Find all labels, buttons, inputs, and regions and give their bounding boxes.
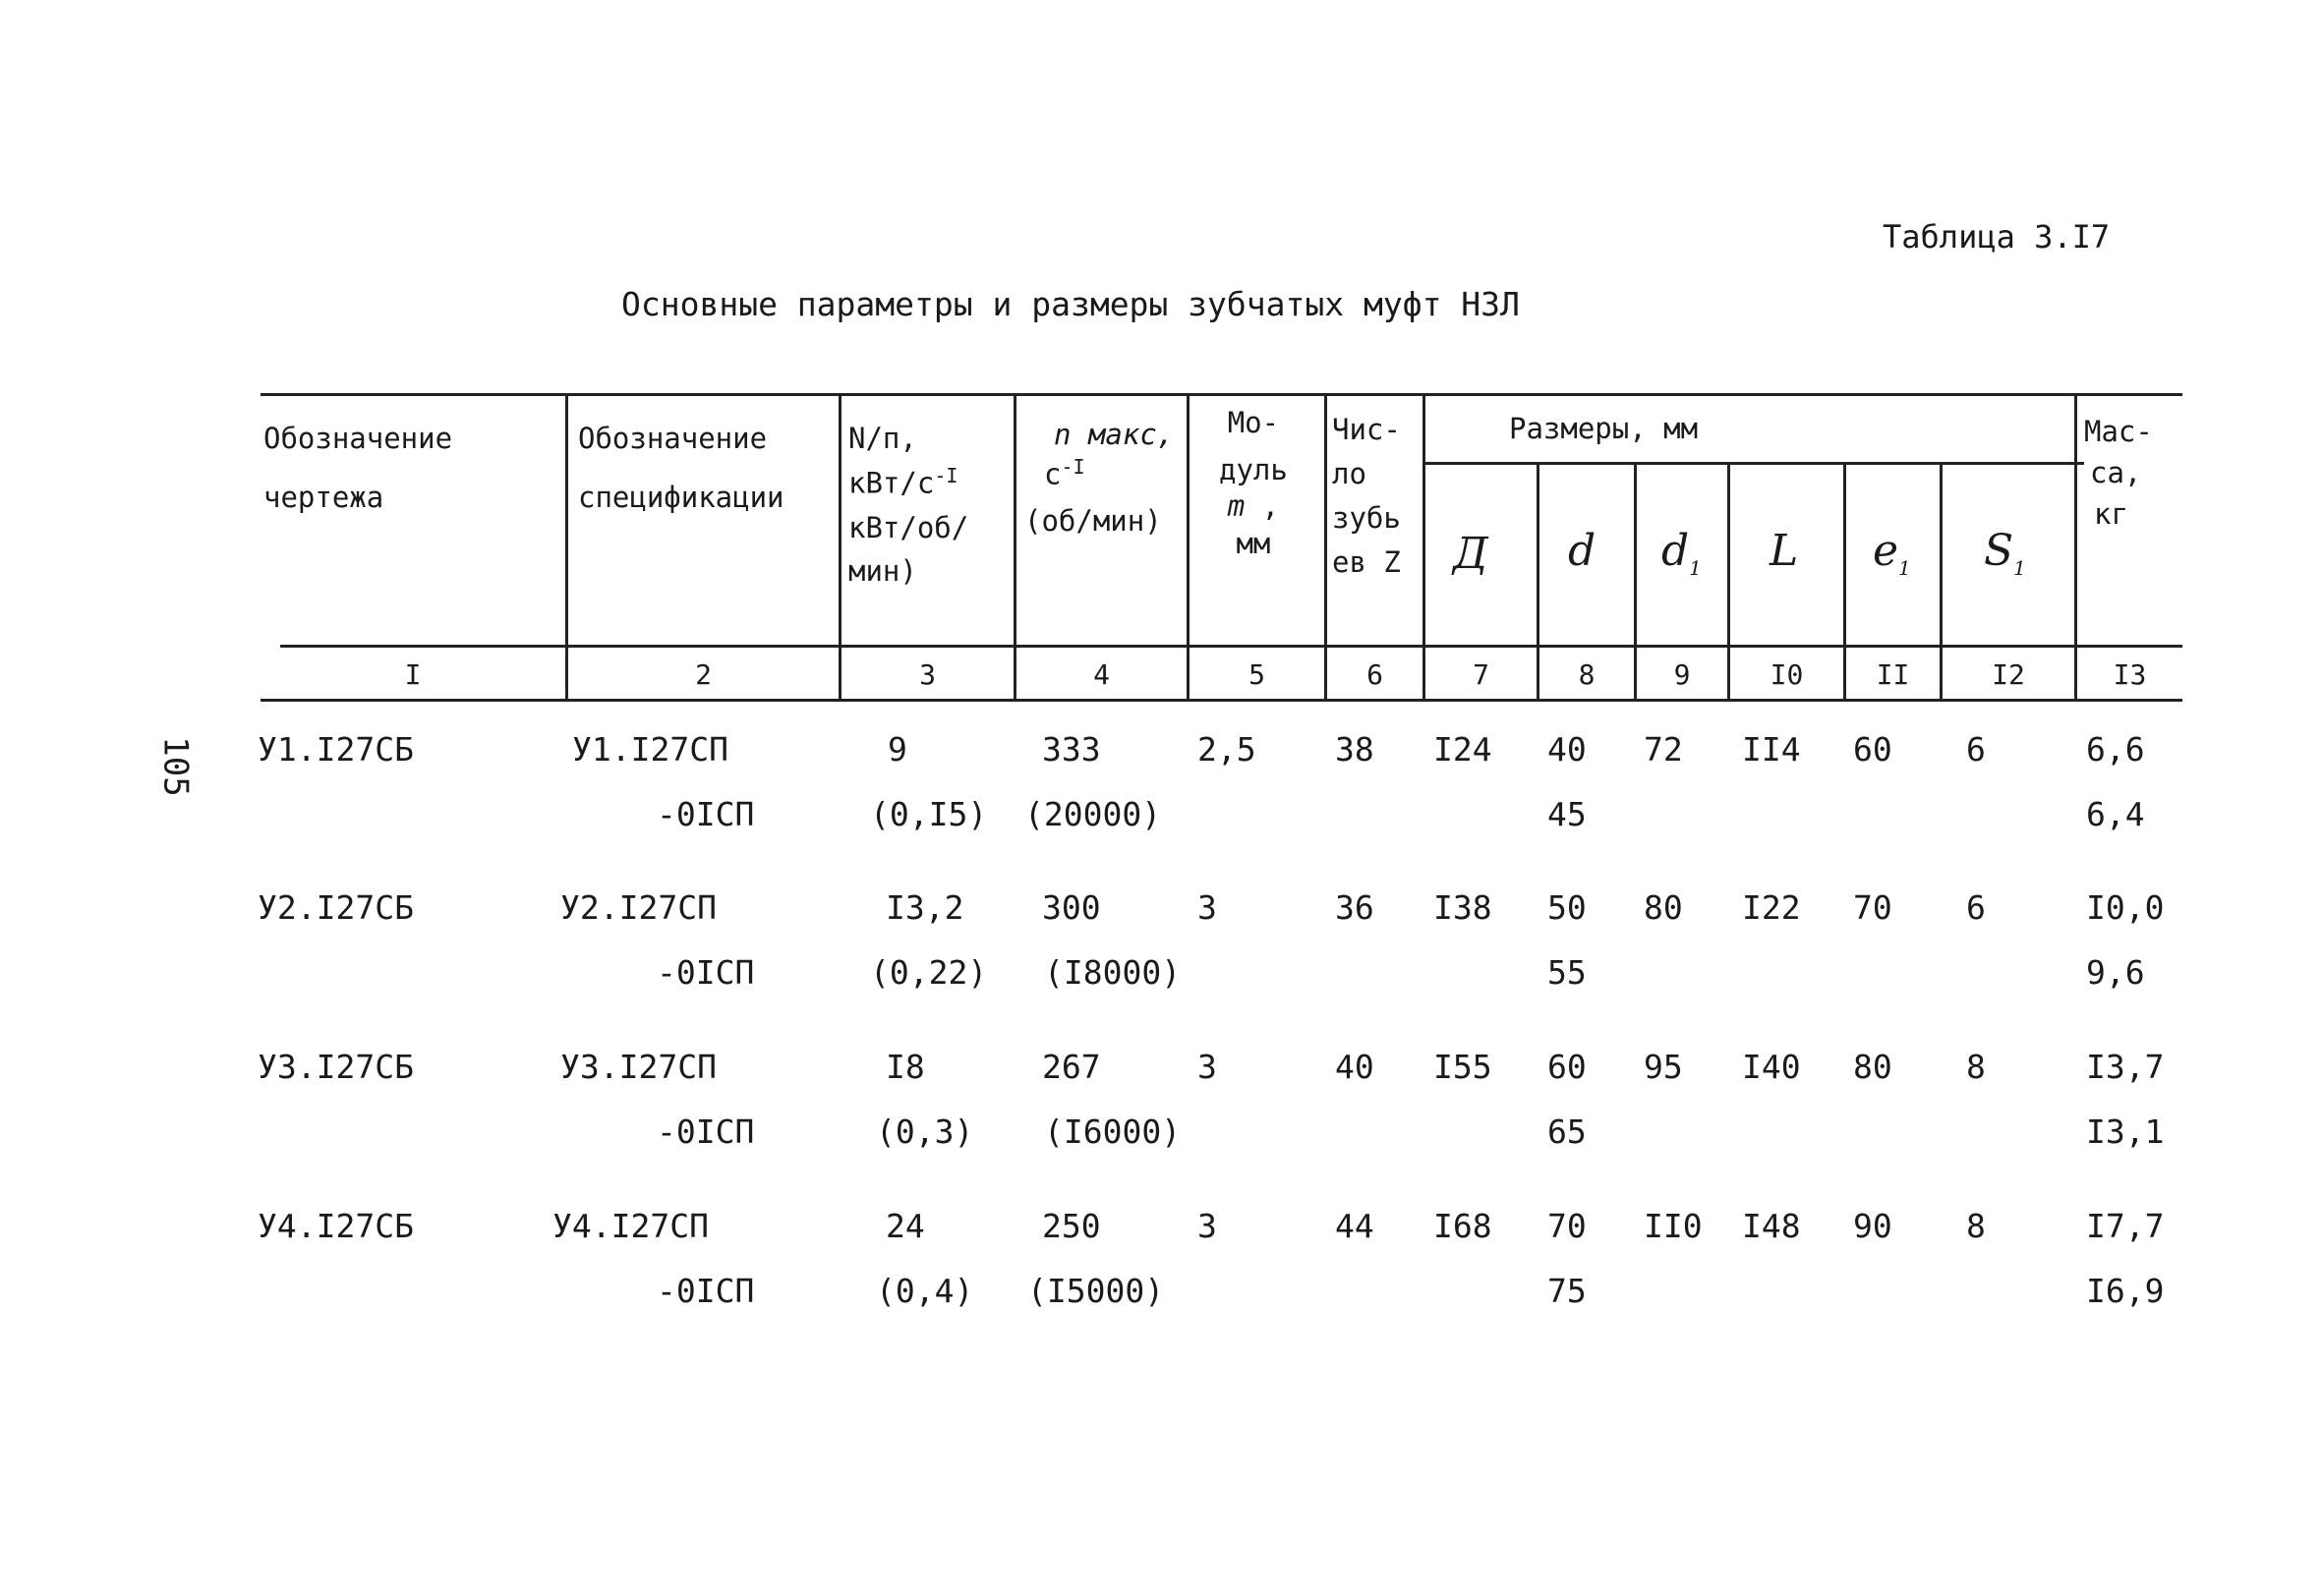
cell-module: 3 bbox=[1197, 1207, 1217, 1245]
cell-e1: 60 bbox=[1853, 730, 1892, 769]
cell-nmax2: (I8000) bbox=[1044, 953, 1182, 992]
cell-teeth: 38 bbox=[1335, 730, 1374, 769]
cell-spec: У1.I27СП bbox=[572, 730, 728, 769]
column-number: 4 bbox=[1093, 658, 1110, 691]
cell-mass2: I6,9 bbox=[2086, 1272, 2165, 1310]
cell-mass: I0,0 bbox=[2086, 888, 2165, 927]
cell-mass2: 9,6 bbox=[2086, 953, 2145, 992]
cell-s1: 8 bbox=[1966, 1207, 1986, 1245]
cell-d: 70 bbox=[1547, 1207, 1587, 1245]
cell-e1: 70 bbox=[1853, 888, 1892, 927]
cell-module: 3 bbox=[1197, 888, 1217, 927]
cell-d1: 72 bbox=[1644, 730, 1683, 769]
vrule-12 bbox=[2074, 393, 2077, 700]
cell-spec: У4.I27СП bbox=[552, 1207, 709, 1245]
sizes-subrule bbox=[1425, 462, 2084, 465]
table-label: Таблица 3.I7 bbox=[1883, 218, 2111, 256]
cell-d1: 80 bbox=[1644, 888, 1683, 927]
cell-spec: У2.I27СП bbox=[560, 888, 717, 927]
cell-mass: I3,7 bbox=[2086, 1048, 2165, 1086]
cell-nmax2: (I5000) bbox=[1027, 1272, 1165, 1310]
cell-L: I40 bbox=[1742, 1048, 1801, 1086]
cell-spec: У3.I27СП bbox=[560, 1048, 717, 1086]
cell-e1: 90 bbox=[1853, 1207, 1892, 1245]
cell-nmax2: (I6000) bbox=[1044, 1112, 1182, 1151]
cell-nmax2: (20000) bbox=[1024, 795, 1162, 833]
top-rule bbox=[261, 393, 2182, 396]
column-number: 7 bbox=[1473, 658, 1489, 691]
cell-spec2: -0IСП bbox=[657, 1272, 755, 1310]
cell-d-2: 75 bbox=[1547, 1272, 1587, 1310]
header-D: Д bbox=[1453, 529, 1488, 579]
numbers-bottom-rule bbox=[261, 699, 2182, 702]
cell-power2: (0,4) bbox=[876, 1272, 974, 1310]
vrule-6 bbox=[1422, 393, 1425, 700]
column-number: 8 bbox=[1578, 658, 1596, 691]
header-mass: Мас- са, кг bbox=[2084, 415, 2153, 532]
cell-D: I68 bbox=[1433, 1207, 1492, 1245]
header-drawing: Обозначение чертежа bbox=[263, 422, 453, 514]
cell-d: 60 bbox=[1547, 1048, 1587, 1086]
cell-d-2: 55 bbox=[1547, 953, 1587, 992]
cell-drawing: У2.I27СБ bbox=[258, 888, 414, 927]
header-power: N/п, кВт/$с^{-I}$ кВт/об/ мин) bbox=[848, 422, 969, 589]
cell-d: 50 bbox=[1547, 888, 1587, 927]
cell-L: I48 bbox=[1742, 1207, 1801, 1245]
vrule-1 bbox=[565, 393, 568, 700]
cell-mass2: 6,4 bbox=[2086, 795, 2145, 833]
cell-d1: II0 bbox=[1644, 1207, 1703, 1245]
cell-d1: 95 bbox=[1644, 1048, 1683, 1086]
cell-power: I8 bbox=[886, 1048, 925, 1086]
cell-D: I55 bbox=[1433, 1048, 1492, 1086]
cell-nmax: 300 bbox=[1042, 888, 1101, 927]
cell-nmax: 250 bbox=[1042, 1207, 1101, 1245]
header-L: L bbox=[1770, 526, 1799, 576]
cell-e1: 80 bbox=[1853, 1048, 1892, 1086]
column-number: I0 bbox=[1770, 658, 1804, 691]
cell-module: 3 bbox=[1197, 1048, 1217, 1086]
cell-mass2: I3,1 bbox=[2086, 1112, 2165, 1151]
cell-power: I3,2 bbox=[886, 888, 964, 927]
cell-s1: 8 bbox=[1966, 1048, 1986, 1086]
column-number: 9 bbox=[1673, 658, 1691, 691]
cell-nmax: 333 bbox=[1042, 730, 1101, 769]
column-number: 3 bbox=[919, 658, 936, 691]
cell-L: I22 bbox=[1742, 888, 1801, 927]
cell-mass: I7,7 bbox=[2086, 1207, 2165, 1245]
page-number: 105 bbox=[155, 736, 196, 797]
vrule-2 bbox=[839, 393, 842, 700]
column-number: I bbox=[404, 658, 422, 691]
header-d: d bbox=[1568, 526, 1596, 576]
cell-module: 2,5 bbox=[1197, 730, 1256, 769]
column-number: I2 bbox=[1992, 658, 2025, 691]
cell-power2: (0,22) bbox=[870, 953, 988, 992]
header-module: Мо- дуль m , мм bbox=[1219, 406, 1288, 561]
header-sizes-group: Размеры, мм bbox=[1509, 412, 1699, 445]
vrule-3 bbox=[1014, 393, 1016, 700]
cell-teeth: 36 bbox=[1335, 888, 1374, 927]
cell-power: 24 bbox=[886, 1207, 925, 1245]
header-s1: $S_1$ bbox=[1984, 526, 2026, 580]
cell-d-2: 45 bbox=[1547, 795, 1587, 833]
cell-drawing: У3.I27СБ bbox=[258, 1048, 414, 1086]
cell-spec2: -0IСП bbox=[657, 953, 755, 992]
vrule-4 bbox=[1187, 393, 1190, 700]
table-title: Основные параметры и размеры зубчатых муфт НЗЛ bbox=[621, 285, 1520, 323]
cell-s1: 6 bbox=[1966, 730, 1986, 769]
cell-d: 40 bbox=[1547, 730, 1587, 769]
header-teeth: Чис- ло зубь ев Z bbox=[1332, 413, 1401, 579]
header-e1: $e_1$ bbox=[1873, 526, 1911, 580]
cell-mass: 6,6 bbox=[2086, 730, 2145, 769]
cell-teeth: 40 bbox=[1335, 1048, 1374, 1086]
column-number: 6 bbox=[1366, 658, 1383, 691]
cell-teeth: 44 bbox=[1335, 1207, 1374, 1245]
header-max-speed: n макс, $с^{-I}$ (об/мин) bbox=[1024, 418, 1175, 539]
cell-spec2: -0IСП bbox=[657, 795, 755, 833]
cell-L: II4 bbox=[1742, 730, 1801, 769]
column-number: 5 bbox=[1248, 658, 1265, 691]
cell-nmax: 267 bbox=[1042, 1048, 1101, 1086]
cell-d-2: 65 bbox=[1547, 1112, 1587, 1151]
cell-power2: (0,I5) bbox=[870, 795, 988, 833]
column-number: II bbox=[1876, 658, 1910, 691]
cell-power: 9 bbox=[888, 730, 907, 769]
cell-drawing: У4.I27СБ bbox=[258, 1207, 414, 1245]
cell-power2: (0,3) bbox=[876, 1112, 974, 1151]
header-d1: $d_1$ bbox=[1661, 526, 1702, 580]
cell-drawing: У1.I27СБ bbox=[258, 730, 414, 769]
cell-spec2: -0IСП bbox=[657, 1112, 755, 1151]
column-number: 2 bbox=[695, 658, 712, 691]
cell-s1: 6 bbox=[1966, 888, 1986, 927]
vrule-5 bbox=[1324, 393, 1327, 700]
column-number: I3 bbox=[2113, 658, 2147, 691]
cell-D: I38 bbox=[1433, 888, 1492, 927]
cell-D: I24 bbox=[1433, 730, 1492, 769]
header-specification: Обозначение спецификации bbox=[578, 422, 784, 514]
